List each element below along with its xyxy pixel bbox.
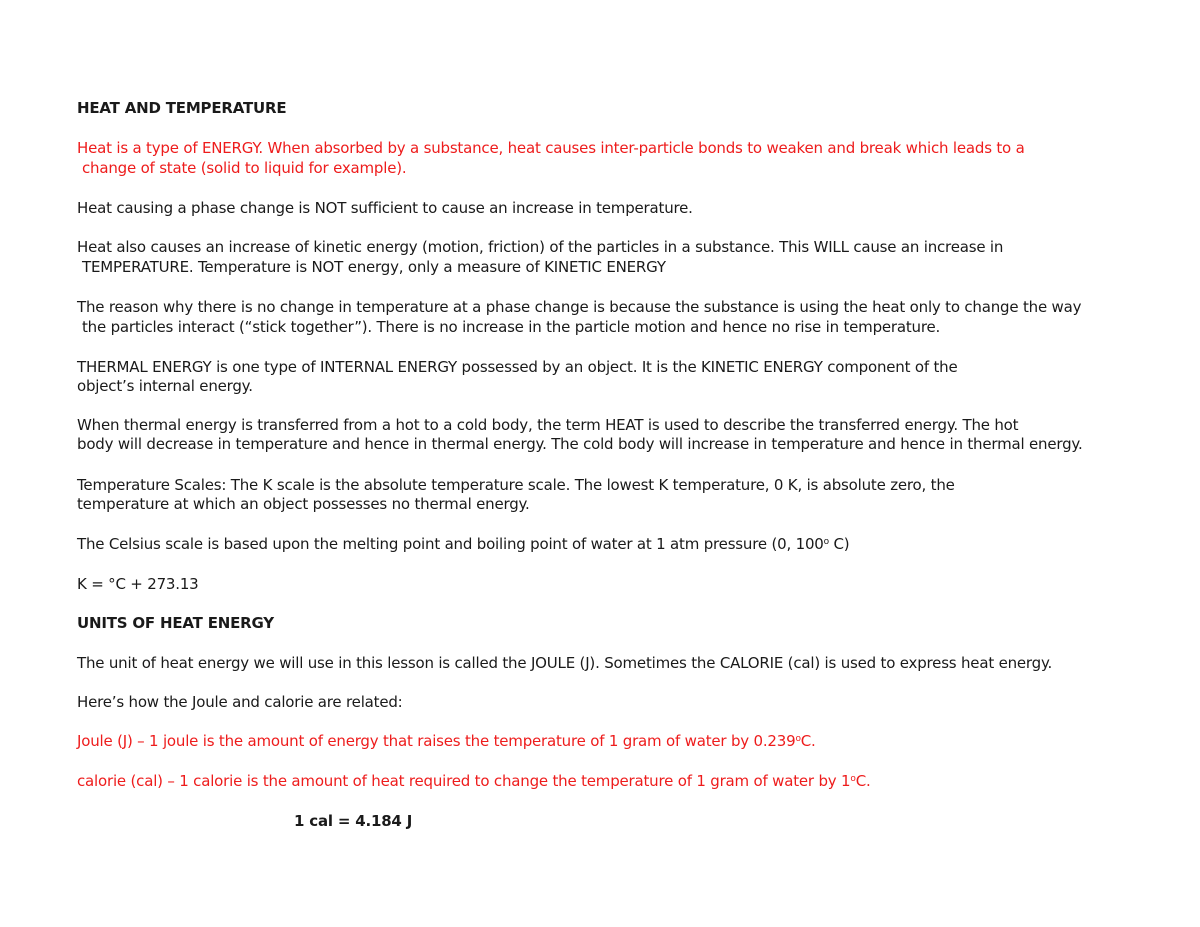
degree-superscript: o: [823, 537, 829, 547]
joule-unit: C.: [800, 732, 816, 750]
degree-superscript: o: [795, 734, 801, 744]
celsius-unit: C): [828, 535, 850, 553]
heading-units-of-heat-energy: UNITS OF HEAT ENERGY: [77, 614, 274, 632]
paragraph-thermal-line2: object’s internal energy.: [77, 377, 253, 395]
paragraph-heat-energy-line2: change of state (solid to liquid for example).: [82, 159, 407, 177]
degree-superscript: o: [850, 774, 856, 784]
paragraph-celsius: [77, 534, 849, 554]
kelvin-formula: K = °C + 273.13: [77, 575, 199, 593]
paragraph-transfer-line1: When thermal energy is transferred from a hot to a cold body, the term HEAT is used to describe the transferred energy. The hot: [77, 416, 1019, 434]
joule-text: Joule (J) – 1 joule is the amount of energy that raises the temperature of 1 gram of water by 0.239: [77, 732, 796, 750]
paragraph-reason-line1: The reason why there is no change in temperature at a phase change is because the substance is using the heat only to change the way: [77, 298, 1082, 316]
paragraph-thermal-line1: THERMAL ENERGY is one type of INTERNAL ENERGY possessed by an object. It is the KINETIC ENERGY component of the: [77, 358, 958, 376]
paragraph-reason-line2: the particles interact (“stick together”). There is no increase in the particle motion and hence no rise in temperature.: [82, 318, 941, 336]
paragraph-phase-change: Heat causing a phase change is NOT sufficient to cause an increase in temperature.: [77, 199, 693, 217]
paragraph-scales-line1: Temperature Scales: The K scale is the absolute temperature scale. The lowest K temperature, 0 K, is absolute zero, the: [77, 476, 955, 494]
paragraph-scales-line2: temperature at which an object possesses no thermal energy.: [77, 495, 530, 513]
paragraph-kinetic-line1: Heat also causes an increase of kinetic energy (motion, friction) of the particles in a substance. This WILL cause an increase in: [77, 238, 1004, 256]
celsius-text: The Celsius scale is based upon the melting point and boiling point of water at 1 atm pressure (0, 100: [77, 535, 824, 553]
paragraph-heat-energy-line1: Heat is a type of ENERGY. When absorbed by a substance, heat causes inter-particle bonds to weaken and break which leads to a: [77, 139, 1025, 157]
calorie-definition: [77, 771, 871, 791]
heading-heat-and-temperature: HEAT AND TEMPERATURE: [77, 99, 287, 117]
paragraph-related: Here’s how the Joule and calorie are related:: [77, 693, 403, 711]
calorie-unit: C.: [855, 772, 871, 790]
paragraph-transfer-line2: body will decrease in temperature and hence in thermal energy. The cold body will increase in temperature and hence in thermal energy.: [77, 435, 1083, 453]
calorie-text: calorie (cal) – 1 calorie is the amount of heat required to change the temperature of 1 gram of water by 1: [77, 772, 851, 790]
paragraph-kinetic-line2: TEMPERATURE. Temperature is NOT energy, only a measure of KINETIC ENERGY: [82, 258, 666, 276]
paragraph-unit: The unit of heat energy we will use in this lesson is called the JOULE (J). Sometimes the CALORIE (cal) is used to express heat energy.: [77, 654, 1053, 672]
conversion-formula: 1 cal = 4.184 J: [294, 812, 413, 830]
joule-definition: [77, 731, 816, 751]
